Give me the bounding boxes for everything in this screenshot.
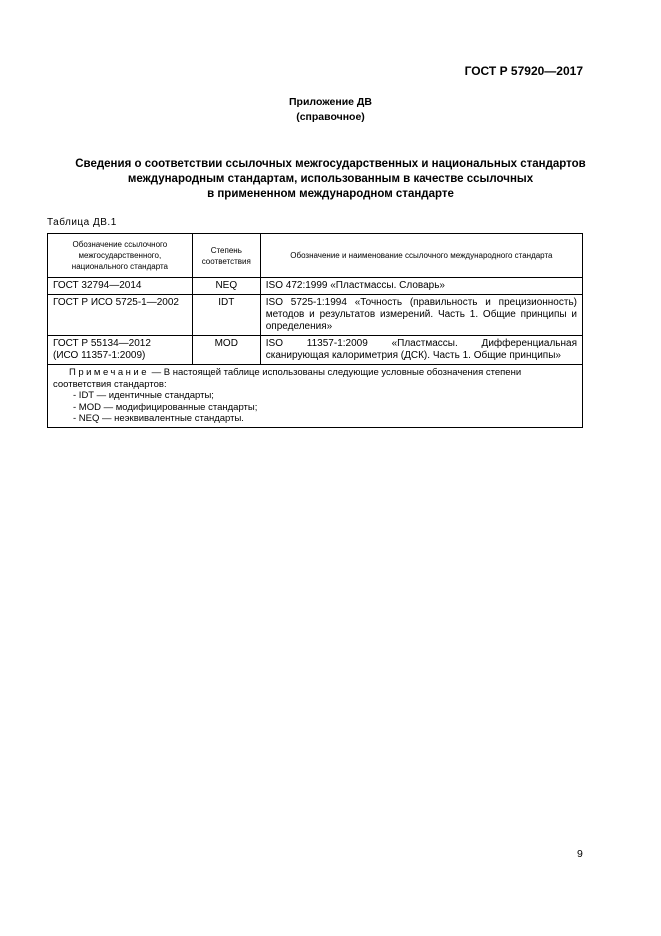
page-number: 9	[577, 848, 583, 860]
appendix-label: Приложение ДВ	[289, 96, 372, 108]
table-caption: Таблица ДВ.1	[47, 217, 117, 228]
cell-standard	[48, 336, 193, 365]
cell-standard: ГОСТ 32794—2014	[48, 278, 193, 295]
header-standard-line: национального стандарта	[71, 262, 168, 271]
header-degree-line: Степень	[210, 245, 242, 255]
cell-degree: IDT	[192, 295, 260, 336]
header-standard-line: Обозначение ссылочного	[72, 240, 168, 249]
document-code: ГОСТ Р 57920—2017	[464, 64, 583, 78]
cell-reference: ISO 5725-1:1994 «Точность (правильность и прецизионность) методов и результатов измерений. Часть 1. Общие принципы и определения»	[260, 295, 582, 336]
table-row	[48, 278, 583, 295]
cell-standard: ГОСТ Р ИСО 5725-1—2002	[48, 295, 193, 336]
cell-reference: ISO 472:1999 «Пластмассы. Словарь»	[260, 278, 582, 295]
cell-degree: MOD	[192, 336, 260, 365]
title-line-1: Сведения о соответствии ссылочных межгосударственных и национальных стандартов	[75, 158, 586, 170]
note-item: - NEQ — неэквивалентные стандарты.	[73, 413, 244, 424]
header-degree	[192, 234, 260, 278]
table-row	[48, 295, 583, 336]
table-header-row	[48, 234, 583, 278]
table-note	[48, 365, 583, 428]
header-standard	[48, 234, 193, 278]
title-line-3: в примененном международном стандарте	[207, 188, 454, 200]
note-item: - IDT — идентичные стандарты;	[73, 390, 214, 401]
header-degree-line: соответствия	[201, 256, 251, 266]
table-note-row	[48, 365, 583, 428]
cell-reference: ISO 11357-1:2009 «Пластмассы. Дифференциальная сканирующая калориметрия (ДСК). Часть 1. Общие принципы»	[260, 336, 582, 365]
cell-degree: NEQ	[192, 278, 260, 295]
header-standard-line: межгосударственного,	[78, 251, 162, 260]
header-reference: Обозначение и наименование ссылочного международного стандарта	[260, 234, 582, 278]
note-label: Примечание	[69, 367, 149, 378]
note-item: - MOD — модифицированные стандарты;	[73, 401, 258, 413]
note-intro	[53, 367, 577, 390]
section-title	[0, 157, 661, 202]
table-row	[48, 336, 583, 365]
title-line-2: международным стандартам, использованным в качестве ссылочных	[127, 173, 534, 185]
appendix-heading	[0, 95, 661, 125]
reference-table	[47, 233, 583, 428]
cell-standard-line: (ИСО 11357-1:2009)	[53, 350, 146, 361]
appendix-sublabel: (справочное)	[296, 111, 365, 123]
cell-standard-line: ГОСТ Р 55134—2012	[53, 338, 151, 349]
note-text: — В настоящей таблице использованы следующие условные обозначения степени соответствия стандартов:	[53, 367, 522, 390]
